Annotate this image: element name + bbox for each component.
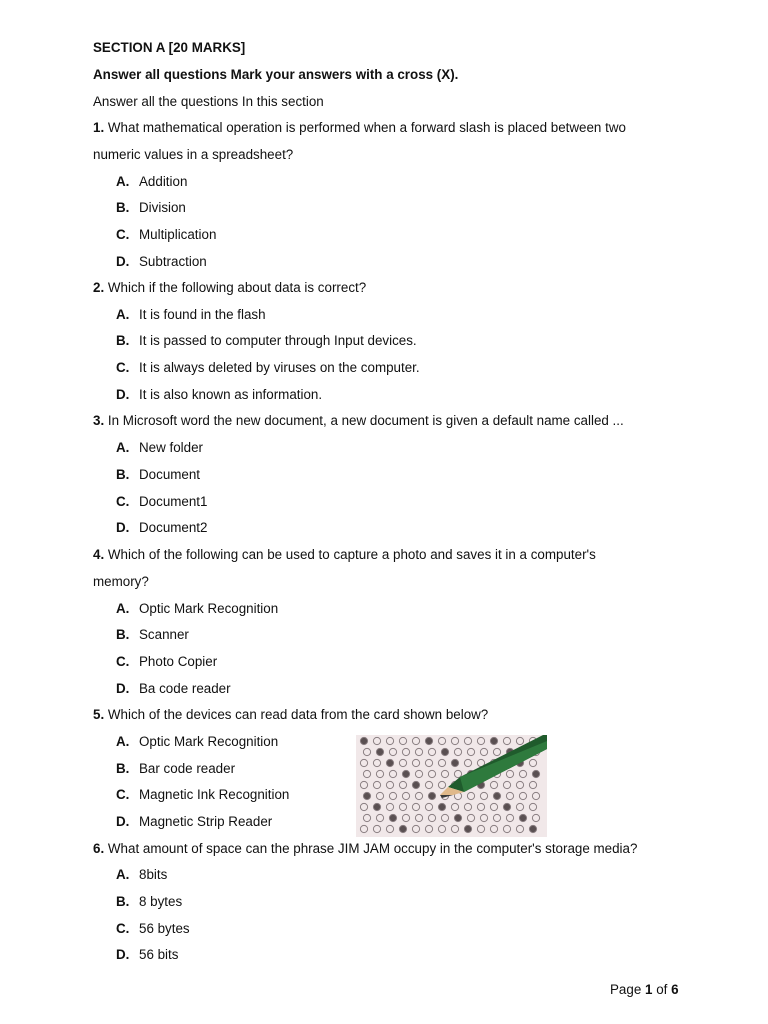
- option[interactable]: [116, 494, 207, 510]
- option-letter: D.: [116, 387, 130, 402]
- option[interactable]: [116, 520, 207, 536]
- option-text: Scanner: [139, 627, 189, 642]
- option-text: Division: [139, 200, 186, 215]
- option-letter: C.: [116, 360, 130, 375]
- page-word: Page: [610, 982, 642, 997]
- option[interactable]: [116, 307, 266, 323]
- current-page: 1: [645, 982, 653, 997]
- omr-bubble: [386, 759, 393, 766]
- option-letter: C.: [116, 494, 130, 509]
- option-text: Ba code reader: [139, 681, 231, 696]
- option-text: Addition: [139, 174, 188, 189]
- question-text: What amount of space can the phrase JIM JAM occupy in the computer's storage media?: [107, 841, 638, 856]
- option-letter: D.: [116, 681, 130, 696]
- option-letter: C.: [116, 787, 130, 802]
- option[interactable]: [116, 440, 203, 456]
- option-letter: D.: [116, 254, 130, 269]
- option-text: Magnetic Strip Reader: [139, 814, 273, 829]
- question-number: 1.: [93, 120, 105, 135]
- option[interactable]: [116, 947, 178, 963]
- option-text: Optic Mark Recognition: [139, 601, 279, 616]
- option-text: Multiplication: [139, 227, 217, 242]
- option[interactable]: [116, 601, 278, 617]
- page-footer: [610, 982, 679, 997]
- option[interactable]: [116, 227, 216, 243]
- option-text: 8bits: [139, 867, 168, 882]
- omr-bubble: [532, 770, 539, 777]
- question-4-continued: memory?: [93, 574, 149, 589]
- omr-bubble: [464, 825, 471, 832]
- option[interactable]: [116, 787, 289, 803]
- question-1: [93, 120, 626, 136]
- omr-bubble: [425, 737, 432, 744]
- omr-bubble: [493, 792, 500, 799]
- option-letter: D.: [116, 947, 130, 962]
- option-text: 8 bytes: [139, 894, 183, 909]
- option-letter: B.: [116, 467, 130, 482]
- question-number: 5.: [93, 707, 105, 722]
- option[interactable]: [116, 921, 190, 937]
- omr-bubble: [360, 737, 367, 744]
- option-text: It is found in the flash: [139, 307, 266, 322]
- question-4: [93, 547, 596, 563]
- option-letter: B.: [116, 761, 130, 776]
- omr-bubble: [402, 770, 409, 777]
- omr-bubble: [441, 748, 448, 755]
- option[interactable]: [116, 654, 217, 670]
- omr-bubble: [412, 781, 419, 788]
- option-text: It is passed to computer through Input devices.: [139, 333, 417, 348]
- question-text: In Microsoft word the new document, a new document is given a default name called ...: [107, 413, 624, 428]
- option-letter: A.: [116, 867, 130, 882]
- question-3: [93, 413, 624, 429]
- instruction: Answer all the questions In this section: [93, 94, 324, 109]
- option-text: Document2: [139, 520, 208, 535]
- option[interactable]: [116, 387, 322, 403]
- omr-bubble: [529, 825, 536, 832]
- section-title: SECTION A [20 MARKS]: [93, 40, 246, 55]
- option[interactable]: [116, 254, 207, 270]
- omr-bubble: [373, 803, 380, 810]
- omr-bubble: [363, 792, 370, 799]
- omr-bubble: [428, 792, 435, 799]
- question-number: 4.: [93, 547, 105, 562]
- omr-answer-sheet-image: [356, 735, 547, 837]
- question-2: [93, 280, 366, 296]
- omr-bubble: [389, 814, 396, 821]
- omr-bubble: [490, 737, 497, 744]
- option-letter: A.: [116, 307, 130, 322]
- question-number: 2.: [93, 280, 105, 295]
- option-letter: C.: [116, 227, 130, 242]
- option-text: Magnetic Ink Recognition: [139, 787, 290, 802]
- option-letter: D.: [116, 814, 130, 829]
- question-number: 6.: [93, 841, 105, 856]
- of-word: of: [656, 982, 668, 997]
- option-letter: B.: [116, 200, 130, 215]
- question-text: Which of the following can be used to capture a photo and saves it in a computer's: [107, 547, 596, 562]
- option[interactable]: [116, 333, 417, 349]
- instruction-bold: Answer all questions Mark your answers with a cross (X).: [93, 67, 459, 82]
- option-text: Document1: [139, 494, 208, 509]
- option-letter: C.: [116, 654, 130, 669]
- omr-bubble: [451, 759, 458, 766]
- question-text: Which of the devices can read data from the card shown below?: [107, 707, 489, 722]
- option-letter: A.: [116, 601, 130, 616]
- option-text: 56 bytes: [139, 921, 190, 936]
- option[interactable]: [116, 467, 200, 483]
- option[interactable]: [116, 894, 182, 910]
- option-letter: B.: [116, 333, 130, 348]
- omr-bubble: [438, 803, 445, 810]
- omr-bubble: [454, 814, 461, 821]
- question-5: [93, 707, 488, 723]
- option-letter: A.: [116, 174, 130, 189]
- option-text: Photo Copier: [139, 654, 218, 669]
- option[interactable]: [116, 681, 231, 697]
- omr-bubble: [376, 748, 383, 755]
- option-letter: B.: [116, 894, 130, 909]
- option-letter: B.: [116, 627, 130, 642]
- question-1-continued: numeric values in a spreadsheet?: [93, 147, 294, 162]
- omr-bubble: [519, 814, 526, 821]
- omr-bubble: [399, 825, 406, 832]
- option[interactable]: [116, 200, 186, 216]
- option[interactable]: [116, 734, 278, 750]
- option-letter: D.: [116, 520, 130, 535]
- option[interactable]: [116, 174, 187, 190]
- option-text: Bar code reader: [139, 761, 236, 776]
- option[interactable]: [116, 761, 235, 777]
- option[interactable]: [116, 627, 189, 643]
- option-text: It is always deleted by viruses on the computer.: [139, 360, 420, 375]
- option-text: Optic Mark Recognition: [139, 734, 279, 749]
- question-text: What mathematical operation is performed when a forward slash is placed between two: [107, 120, 626, 135]
- total-pages: 6: [671, 982, 679, 997]
- omr-sheet-illustration: [356, 735, 547, 837]
- question-6: [93, 841, 637, 857]
- option-letter: A.: [116, 440, 130, 455]
- option[interactable]: [116, 867, 167, 883]
- option-text: Document: [139, 467, 201, 482]
- option-letter: C.: [116, 921, 130, 936]
- option-text: It is also known as information.: [139, 387, 323, 402]
- question-number: 3.: [93, 413, 105, 428]
- question-text: Which if the following about data is correct?: [107, 280, 367, 295]
- option-text: 56 bits: [139, 947, 179, 962]
- option-text: Subtraction: [139, 254, 207, 269]
- option-text: New folder: [139, 440, 204, 455]
- option-letter: A.: [116, 734, 130, 749]
- option[interactable]: [116, 360, 420, 376]
- omr-bubble: [503, 803, 510, 810]
- option[interactable]: [116, 814, 272, 830]
